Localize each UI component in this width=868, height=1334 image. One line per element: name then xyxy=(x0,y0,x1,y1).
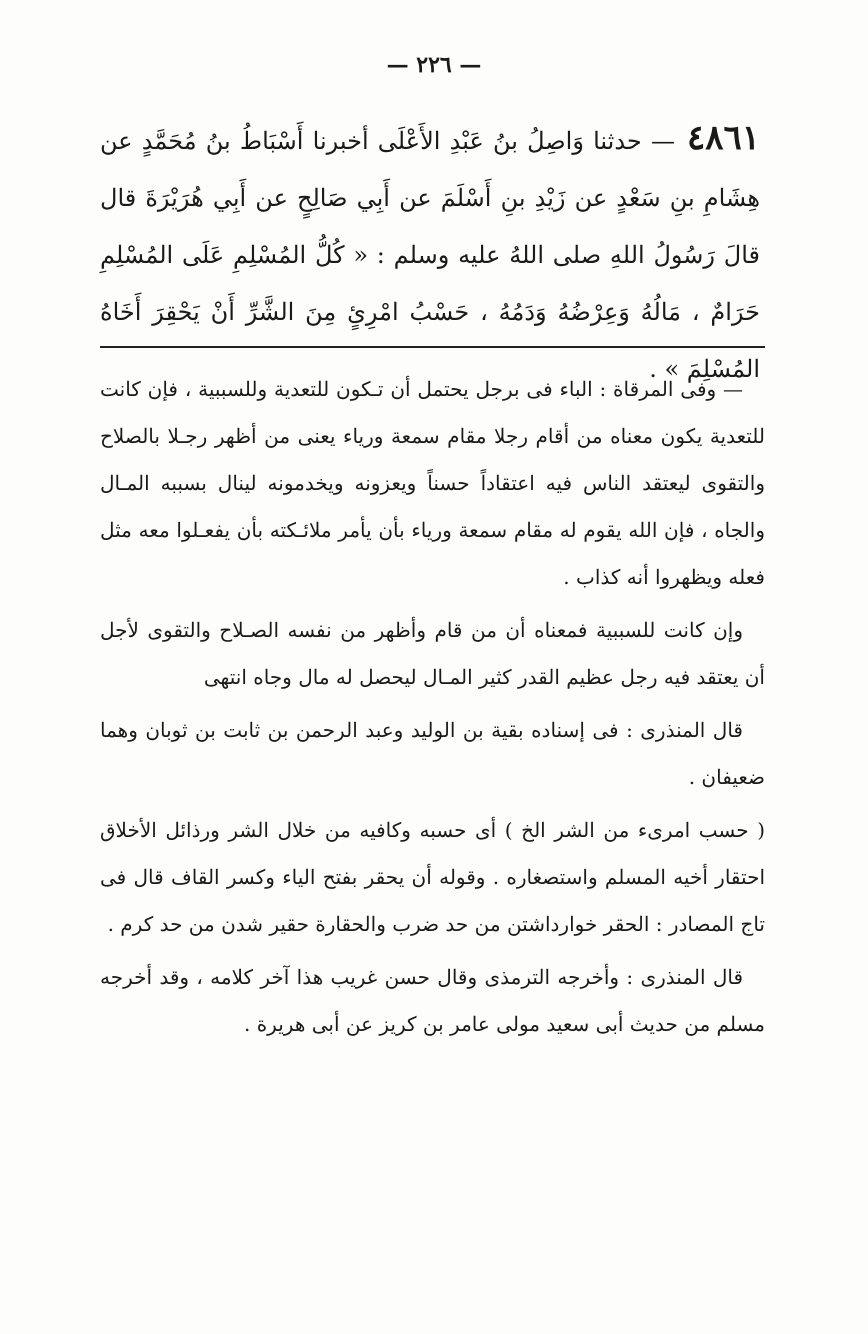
hadith-text: — حدثنا وَاصِلُ بنُ عَبْدِ الأَعْلَى أخبرنا أَسْبَاطُ بنُ مُحَمَّدٍ عن هِشَامِ بنِ سَعْدٍ عن زَيْدِ بنِ أَسْلَمَ عن أَبِي صَالِحٍ عن أَبِي هُرَيْرَةَ قال قالَ رَسُولُ اللهِ صلى اللهُ عليه وسلم : « كُلُّ المُسْلِمِ عَلَى المُسْلِمِ حَرَامٌ ، مَالُهُ وَعِرْضُهُ وَدَمُهُ ، حَسْبُ امْرِئٍ مِنَ الشَّرِّ أَنْ يَحْقِرَ أَخَاهُ المُسْلِمَ » . xyxy=(100,127,760,383)
commentary-paragraph: ( حسب امرىء من الشر الخ ) أى حسبه وكافيه من خلال الشر ورذائل الأخلاق احتقار أخيه المسلم واستصغاره . وقوله أن يحقر بفتح الياء وكسر القاف قال فى تاج المصادر : الحقر خوارداشتن من حد ضرب والحقارة حقير شدن من حد كرم . xyxy=(100,818,765,936)
page-number: — ٢٢٦ — xyxy=(386,52,482,78)
hadith-block xyxy=(100,110,760,398)
commentary-paragraph: قال المنذرى : وأخرجه الترمذى وقال حسن غريب هذا آخر كلامه ، وقد أخرجه مسلم من حديث أبى سعيد مولى عامر بن كريز عن أبى هريرة . xyxy=(100,965,765,1036)
footnote-divider xyxy=(100,346,765,348)
commentary-paragraph: — وفى المرقاة : الباء فى برجل يحتمل أن تـكون للتعدية وللسببية ، فإن كانت للتعدية يكون معناه من أقام رجلا مقام سمعة ورياء يعنى من أظهر رجـلا بالصلاح والتقوى ليعتقد الناس فيه اعتقاداً حسناً ويعزونه ويخدمونه لينال بسببه المـال والجاه ، فإن الله يقوم له مقام سمعة ورياء بأن يأمر ملائـكته بأن يفعـلوا معه مثل فعله ويظهروا أنه كذاب . xyxy=(100,377,765,589)
commentary-paragraph: وإن كانت للسببية فمعناه أن من قام وأظهر من نفسه الصـلاح والتقوى لأجل أن يعتقد فيه رجل عظيم القدر كثير المـال ليحصل له مال وجاه انتهى xyxy=(100,618,765,689)
commentary-block xyxy=(100,366,765,1054)
hadith-number: ٤٨٦١ xyxy=(686,118,760,158)
commentary-paragraph: قال المنذرى : فى إسناده بقية بن الوليد وعبد الرحمن بن ثابت بن ثوبان وهما ضعيفان . xyxy=(100,718,765,789)
